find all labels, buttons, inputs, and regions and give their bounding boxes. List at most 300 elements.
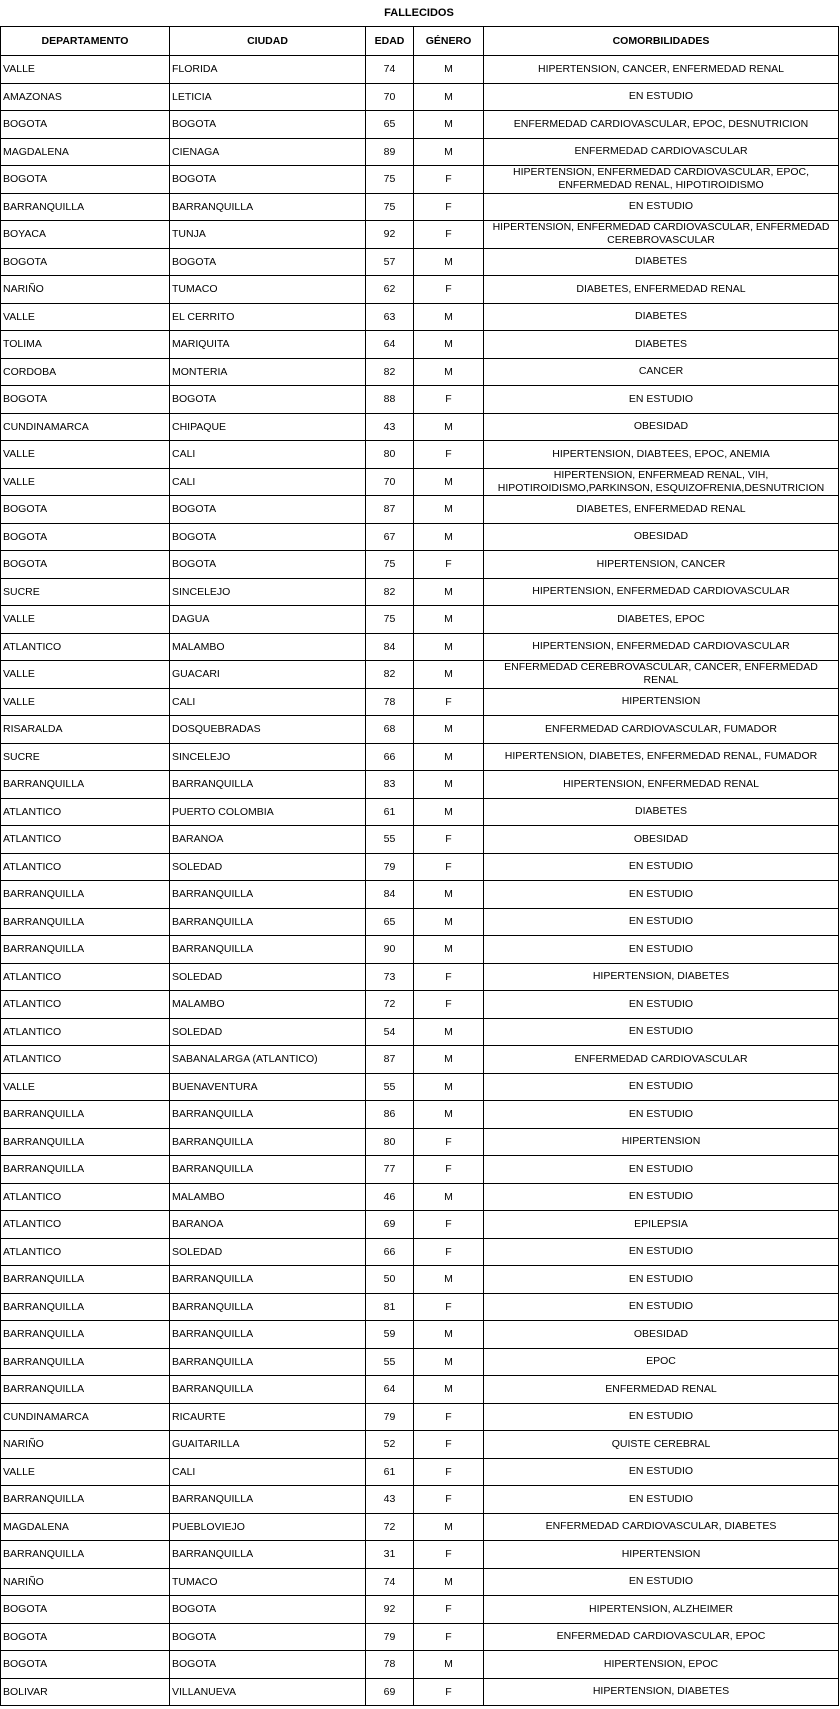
cell-departamento: BOGOTA [1, 523, 170, 551]
cell-departamento: BOYACA [1, 221, 170, 249]
cell-comorbilidades: HIPERTENSION, EPOC [484, 1651, 839, 1679]
cell-departamento: BARRANQUILLA [1, 1156, 170, 1184]
cell-comorbilidades: EN ESTUDIO [484, 1073, 839, 1101]
table-row [1, 413, 839, 441]
cell-departamento: BOGOTA [1, 496, 170, 524]
cell-comorbilidades: EPILEPSIA [484, 1211, 839, 1239]
table-row [1, 441, 839, 469]
table-row [1, 1651, 839, 1679]
cell-genero: M [414, 56, 484, 84]
cell-genero: F [414, 1156, 484, 1184]
cell-ciudad: BOGOTA [170, 248, 366, 276]
cell-ciudad: CALI [170, 688, 366, 716]
table-row [1, 826, 839, 854]
cell-comorbilidades: ENFERMEDAD CARDIOVASCULAR [484, 1046, 839, 1074]
cell-edad: 43 [366, 413, 414, 441]
cell-edad: 31 [366, 1541, 414, 1569]
cell-genero: F [414, 963, 484, 991]
cell-genero: F [414, 1678, 484, 1706]
cell-genero: F [414, 1293, 484, 1321]
cell-comorbilidades: ENFERMEDAD CEREBROVASCULAR, CANCER, ENFERMEDAD RENAL [484, 661, 839, 689]
cell-comorbilidades: ENFERMEDAD CARDIOVASCULAR [484, 138, 839, 166]
cell-ciudad: CALI [170, 1458, 366, 1486]
cell-departamento: ATLANTICO [1, 1018, 170, 1046]
cell-genero: M [414, 248, 484, 276]
cell-genero: M [414, 331, 484, 359]
table-row [1, 1073, 839, 1101]
cell-comorbilidades: HIPERTENSION [484, 688, 839, 716]
cell-ciudad: TUNJA [170, 221, 366, 249]
cell-ciudad: CALI [170, 468, 366, 496]
cell-comorbilidades: ENFERMEDAD CARDIOVASCULAR, DIABETES [484, 1513, 839, 1541]
cell-edad: 79 [366, 853, 414, 881]
table-row [1, 1513, 839, 1541]
cell-ciudad: BARRANQUILLA [170, 1128, 366, 1156]
cell-comorbilidades: ENFERMEDAD RENAL [484, 1376, 839, 1404]
cell-edad: 88 [366, 386, 414, 414]
cell-departamento: RISARALDA [1, 716, 170, 744]
cell-edad: 69 [366, 1678, 414, 1706]
cell-comorbilidades: EN ESTUDIO [484, 1458, 839, 1486]
cell-edad: 43 [366, 1486, 414, 1514]
table-row [1, 138, 839, 166]
cell-genero: F [414, 276, 484, 304]
table-row [1, 963, 839, 991]
cell-comorbilidades: EN ESTUDIO [484, 908, 839, 936]
cell-genero: M [414, 496, 484, 524]
cell-comorbilidades: HIPERTENSION, DIABETES, ENFERMEDAD RENAL, FUMADOR [484, 743, 839, 771]
cell-departamento: BARRANQUILLA [1, 193, 170, 221]
cell-edad: 82 [366, 358, 414, 386]
table-row [1, 1018, 839, 1046]
cell-departamento: BARRANQUILLA [1, 1348, 170, 1376]
cell-departamento: VALLE [1, 1458, 170, 1486]
cell-comorbilidades: EN ESTUDIO [484, 1018, 839, 1046]
cell-genero: F [414, 221, 484, 249]
cell-genero: M [414, 1183, 484, 1211]
cell-ciudad: BARRANQUILLA [170, 771, 366, 799]
cell-departamento: TOLIMA [1, 331, 170, 359]
cell-comorbilidades: EN ESTUDIO [484, 1183, 839, 1211]
cell-ciudad: BARANOA [170, 1211, 366, 1239]
cell-departamento: CORDOBA [1, 358, 170, 386]
cell-genero: M [414, 523, 484, 551]
cell-genero: F [414, 1211, 484, 1239]
cell-ciudad: SINCELEJO [170, 743, 366, 771]
cell-comorbilidades: HIPERTENSION, ENFERMEDAD CARDIOVASCULAR, ENFERMEDAD CEREBROVASCULAR [484, 221, 839, 249]
table-row [1, 1183, 839, 1211]
table-row [1, 1623, 839, 1651]
cell-departamento: BARRANQUILLA [1, 908, 170, 936]
cell-ciudad: EL CERRITO [170, 303, 366, 331]
cell-ciudad: BARRANQUILLA [170, 881, 366, 909]
cell-departamento: ATLANTICO [1, 1183, 170, 1211]
cell-departamento: BOLIVAR [1, 1678, 170, 1706]
cell-edad: 46 [366, 1183, 414, 1211]
cell-departamento: AMAZONAS [1, 83, 170, 111]
cell-comorbilidades: EN ESTUDIO [484, 1266, 839, 1294]
table-row [1, 1431, 839, 1459]
cell-edad: 66 [366, 743, 414, 771]
cell-edad: 64 [366, 331, 414, 359]
cell-edad: 78 [366, 688, 414, 716]
table-row [1, 1156, 839, 1184]
table-row [1, 771, 839, 799]
cell-genero: M [414, 606, 484, 634]
cell-ciudad: SABANALARGA (ATLANTICO) [170, 1046, 366, 1074]
table-row [1, 1101, 839, 1129]
cell-departamento: BOGOTA [1, 111, 170, 139]
cell-ciudad: PUEBLOVIEJO [170, 1513, 366, 1541]
table-row [1, 276, 839, 304]
table-row [1, 606, 839, 634]
cell-comorbilidades: HIPERTENSION [484, 1128, 839, 1156]
header-edad: EDAD [366, 27, 414, 56]
table-row [1, 936, 839, 964]
cell-departamento: BOGOTA [1, 1596, 170, 1624]
cell-edad: 55 [366, 1073, 414, 1101]
cell-departamento: VALLE [1, 606, 170, 634]
cell-departamento: MAGDALENA [1, 1513, 170, 1541]
cell-departamento: BOGOTA [1, 386, 170, 414]
cell-edad: 92 [366, 221, 414, 249]
cell-genero: M [414, 633, 484, 661]
cell-departamento: BOGOTA [1, 248, 170, 276]
cell-departamento: BARRANQUILLA [1, 1101, 170, 1129]
cell-comorbilidades: EN ESTUDIO [484, 1568, 839, 1596]
table-row [1, 633, 839, 661]
cell-ciudad: CALI [170, 441, 366, 469]
cell-genero: M [414, 1073, 484, 1101]
cell-edad: 78 [366, 1651, 414, 1679]
cell-genero: M [414, 1321, 484, 1349]
cell-ciudad: BARRANQUILLA [170, 1156, 366, 1184]
table-row [1, 1321, 839, 1349]
table-row [1, 578, 839, 606]
table-row [1, 1211, 839, 1239]
cell-edad: 72 [366, 1513, 414, 1541]
table-row [1, 743, 839, 771]
cell-edad: 87 [366, 496, 414, 524]
cell-comorbilidades: EPOC [484, 1348, 839, 1376]
table-row [1, 386, 839, 414]
cell-genero: F [414, 193, 484, 221]
cell-ciudad: BOGOTA [170, 1651, 366, 1679]
cell-genero: F [414, 166, 484, 194]
cell-ciudad: SOLEDAD [170, 1018, 366, 1046]
cell-departamento: ATLANTICO [1, 633, 170, 661]
cell-ciudad: TUMACO [170, 1568, 366, 1596]
cell-edad: 84 [366, 881, 414, 909]
cell-genero: F [414, 1431, 484, 1459]
cell-edad: 90 [366, 936, 414, 964]
cell-ciudad: FLORIDA [170, 56, 366, 84]
cell-edad: 74 [366, 56, 414, 84]
cell-edad: 50 [366, 1266, 414, 1294]
cell-genero: M [414, 468, 484, 496]
cell-comorbilidades: HIPERTENSION, ENFERMEDAD RENAL [484, 771, 839, 799]
cell-departamento: BOGOTA [1, 166, 170, 194]
cell-ciudad: MARIQUITA [170, 331, 366, 359]
cell-comorbilidades: HIPERTENSION, CANCER [484, 551, 839, 579]
cell-ciudad: BARRANQUILLA [170, 1293, 366, 1321]
cell-departamento: BARRANQUILLA [1, 881, 170, 909]
cell-ciudad: BARRANQUILLA [170, 908, 366, 936]
cell-comorbilidades: QUISTE CEREBRAL [484, 1431, 839, 1459]
cell-edad: 69 [366, 1211, 414, 1239]
cell-ciudad: BARRANQUILLA [170, 1101, 366, 1129]
cell-ciudad: TUMACO [170, 276, 366, 304]
cell-comorbilidades: EN ESTUDIO [484, 386, 839, 414]
cell-genero: M [414, 83, 484, 111]
cell-departamento: NARIÑO [1, 276, 170, 304]
cell-edad: 70 [366, 83, 414, 111]
table-row [1, 1541, 839, 1569]
cell-edad: 65 [366, 111, 414, 139]
cell-comorbilidades: EN ESTUDIO [484, 1486, 839, 1514]
cell-edad: 75 [366, 166, 414, 194]
cell-genero: F [414, 853, 484, 881]
cell-edad: 65 [366, 908, 414, 936]
cell-ciudad: BUENAVENTURA [170, 1073, 366, 1101]
cell-genero: F [414, 1596, 484, 1624]
table-row [1, 716, 839, 744]
cell-genero: F [414, 1458, 484, 1486]
cell-departamento: VALLE [1, 661, 170, 689]
cell-ciudad: DAGUA [170, 606, 366, 634]
table-row [1, 1568, 839, 1596]
cell-genero: F [414, 1486, 484, 1514]
cell-edad: 55 [366, 826, 414, 854]
cell-genero: M [414, 111, 484, 139]
cell-genero: F [414, 826, 484, 854]
cell-edad: 66 [366, 1238, 414, 1266]
cell-comorbilidades: EN ESTUDIO [484, 936, 839, 964]
cell-departamento: BOGOTA [1, 1651, 170, 1679]
cell-departamento: SUCRE [1, 578, 170, 606]
cell-ciudad: BARRANQUILLA [170, 1376, 366, 1404]
cell-ciudad: BARRANQUILLA [170, 1486, 366, 1514]
cell-ciudad: RICAURTE [170, 1403, 366, 1431]
cell-genero: M [414, 1651, 484, 1679]
cell-edad: 75 [366, 551, 414, 579]
cell-edad: 79 [366, 1623, 414, 1651]
cell-edad: 87 [366, 1046, 414, 1074]
table-row [1, 688, 839, 716]
table-row [1, 991, 839, 1019]
table-body [1, 56, 839, 1706]
cell-genero: M [414, 661, 484, 689]
cell-comorbilidades: HIPERTENSION, DIABETES [484, 963, 839, 991]
cell-genero: M [414, 1376, 484, 1404]
cell-departamento: BARRANQUILLA [1, 1128, 170, 1156]
table-row [1, 908, 839, 936]
cell-departamento: NARIÑO [1, 1431, 170, 1459]
cell-ciudad: DOSQUEBRADAS [170, 716, 366, 744]
cell-edad: 73 [366, 963, 414, 991]
cell-departamento: VALLE [1, 303, 170, 331]
cell-comorbilidades: ENFERMEDAD CARDIOVASCULAR, FUMADOR [484, 716, 839, 744]
cell-ciudad: BOGOTA [170, 166, 366, 194]
cell-edad: 52 [366, 1431, 414, 1459]
cell-comorbilidades: DIABETES [484, 331, 839, 359]
cell-edad: 55 [366, 1348, 414, 1376]
cell-genero: F [414, 1403, 484, 1431]
cell-comorbilidades: CANCER [484, 358, 839, 386]
cell-ciudad: VILLANUEVA [170, 1678, 366, 1706]
cell-departamento: BARRANQUILLA [1, 1376, 170, 1404]
cell-comorbilidades: HIPERTENSION, DIABTEES, EPOC, ANEMIA [484, 441, 839, 469]
cell-edad: 57 [366, 248, 414, 276]
cell-edad: 79 [366, 1403, 414, 1431]
cell-comorbilidades: DIABETES [484, 248, 839, 276]
cell-departamento: ATLANTICO [1, 853, 170, 881]
table-row [1, 303, 839, 331]
cell-edad: 67 [366, 523, 414, 551]
cell-genero: M [414, 1348, 484, 1376]
cell-genero: F [414, 688, 484, 716]
table-row [1, 1348, 839, 1376]
cell-edad: 61 [366, 798, 414, 826]
cell-comorbilidades: DIABETES, ENFERMEDAD RENAL [484, 276, 839, 304]
cell-genero: M [414, 1101, 484, 1129]
cell-comorbilidades: ENFERMEDAD CARDIOVASCULAR, EPOC, DESNUTRICION [484, 111, 839, 139]
table-row [1, 221, 839, 249]
cell-edad: 82 [366, 578, 414, 606]
cell-genero: F [414, 551, 484, 579]
cell-ciudad: GUACARI [170, 661, 366, 689]
cell-ciudad: BARRANQUILLA [170, 193, 366, 221]
cell-departamento: VALLE [1, 688, 170, 716]
table-row [1, 881, 839, 909]
cell-ciudad: BOGOTA [170, 1596, 366, 1624]
cell-departamento: VALLE [1, 441, 170, 469]
cell-departamento: NARIÑO [1, 1568, 170, 1596]
table-row [1, 1376, 839, 1404]
table-title: FALLECIDOS [384, 7, 454, 19]
table-row [1, 358, 839, 386]
cell-ciudad: BOGOTA [170, 551, 366, 579]
cell-departamento: ATLANTICO [1, 798, 170, 826]
cell-genero: M [414, 1018, 484, 1046]
table-row [1, 1678, 839, 1706]
table-row [1, 798, 839, 826]
cell-genero: M [414, 1568, 484, 1596]
cell-ciudad: BOGOTA [170, 523, 366, 551]
cell-genero: F [414, 1623, 484, 1651]
cell-departamento: VALLE [1, 468, 170, 496]
cell-genero: M [414, 743, 484, 771]
cell-genero: M [414, 578, 484, 606]
table-row [1, 1293, 839, 1321]
table-row [1, 248, 839, 276]
cell-ciudad: MALAMBO [170, 991, 366, 1019]
cell-edad: 75 [366, 606, 414, 634]
cell-comorbilidades: DIABETES, ENFERMEDAD RENAL [484, 496, 839, 524]
table-row [1, 193, 839, 221]
table-row [1, 1266, 839, 1294]
cell-ciudad: BOGOTA [170, 386, 366, 414]
table-row [1, 468, 839, 496]
cell-ciudad: MALAMBO [170, 633, 366, 661]
cell-comorbilidades: DIABETES [484, 303, 839, 331]
cell-departamento: CUNDINAMARCA [1, 1403, 170, 1431]
cell-ciudad: BOGOTA [170, 1623, 366, 1651]
cell-comorbilidades: HIPERTENSION [484, 1541, 839, 1569]
cell-ciudad: SINCELEJO [170, 578, 366, 606]
cell-comorbilidades: OBESIDAD [484, 413, 839, 441]
fallecidos-table [0, 26, 839, 1706]
table-row [1, 1238, 839, 1266]
cell-comorbilidades: OBESIDAD [484, 1321, 839, 1349]
cell-departamento: BARRANQUILLA [1, 1321, 170, 1349]
cell-edad: 61 [366, 1458, 414, 1486]
cell-departamento: ATLANTICO [1, 991, 170, 1019]
cell-ciudad: BARRANQUILLA [170, 1541, 366, 1569]
cell-edad: 75 [366, 193, 414, 221]
cell-genero: F [414, 991, 484, 1019]
cell-edad: 80 [366, 441, 414, 469]
header-genero: GÉNERO [414, 27, 484, 56]
cell-ciudad: MONTERIA [170, 358, 366, 386]
cell-edad: 84 [366, 633, 414, 661]
table-row [1, 83, 839, 111]
cell-genero: M [414, 303, 484, 331]
cell-departamento: VALLE [1, 56, 170, 84]
cell-edad: 68 [366, 716, 414, 744]
cell-departamento: ATLANTICO [1, 1046, 170, 1074]
cell-departamento: BOGOTA [1, 551, 170, 579]
table-row [1, 853, 839, 881]
cell-comorbilidades: DIABETES [484, 798, 839, 826]
cell-edad: 92 [366, 1596, 414, 1624]
cell-comorbilidades: EN ESTUDIO [484, 193, 839, 221]
table-row [1, 56, 839, 84]
cell-comorbilidades: EN ESTUDIO [484, 1238, 839, 1266]
cell-departamento: BARRANQUILLA [1, 1266, 170, 1294]
cell-comorbilidades: HIPERTENSION, ENFERMEDAD CARDIOVASCULAR [484, 633, 839, 661]
table-row [1, 1403, 839, 1431]
table-row [1, 1596, 839, 1624]
cell-ciudad: LETICIA [170, 83, 366, 111]
cell-departamento: BARRANQUILLA [1, 936, 170, 964]
table-row [1, 551, 839, 579]
cell-edad: 89 [366, 138, 414, 166]
cell-comorbilidades: HIPERTENSION, ENFERMEDAD CARDIOVASCULAR, EPOC, ENFERMEDAD RENAL, HIPOTIROIDISMO [484, 166, 839, 194]
cell-departamento: VALLE [1, 1073, 170, 1101]
cell-ciudad: MALAMBO [170, 1183, 366, 1211]
cell-genero: M [414, 798, 484, 826]
cell-departamento: ATLANTICO [1, 1238, 170, 1266]
cell-comorbilidades: HIPERTENSION, DIABETES [484, 1678, 839, 1706]
table-row [1, 496, 839, 524]
cell-comorbilidades: EN ESTUDIO [484, 1293, 839, 1321]
cell-comorbilidades: HIPERTENSION, ENFERMEDAD CARDIOVASCULAR [484, 578, 839, 606]
table-row [1, 1128, 839, 1156]
table-row [1, 111, 839, 139]
cell-genero: M [414, 716, 484, 744]
cell-genero: M [414, 1513, 484, 1541]
cell-edad: 59 [366, 1321, 414, 1349]
cell-departamento: BARRANQUILLA [1, 771, 170, 799]
cell-departamento: BOGOTA [1, 1623, 170, 1651]
cell-departamento: BARRANQUILLA [1, 1486, 170, 1514]
table-row [1, 1458, 839, 1486]
cell-edad: 64 [366, 1376, 414, 1404]
cell-edad: 62 [366, 276, 414, 304]
table-row [1, 661, 839, 689]
cell-comorbilidades: OBESIDAD [484, 523, 839, 551]
